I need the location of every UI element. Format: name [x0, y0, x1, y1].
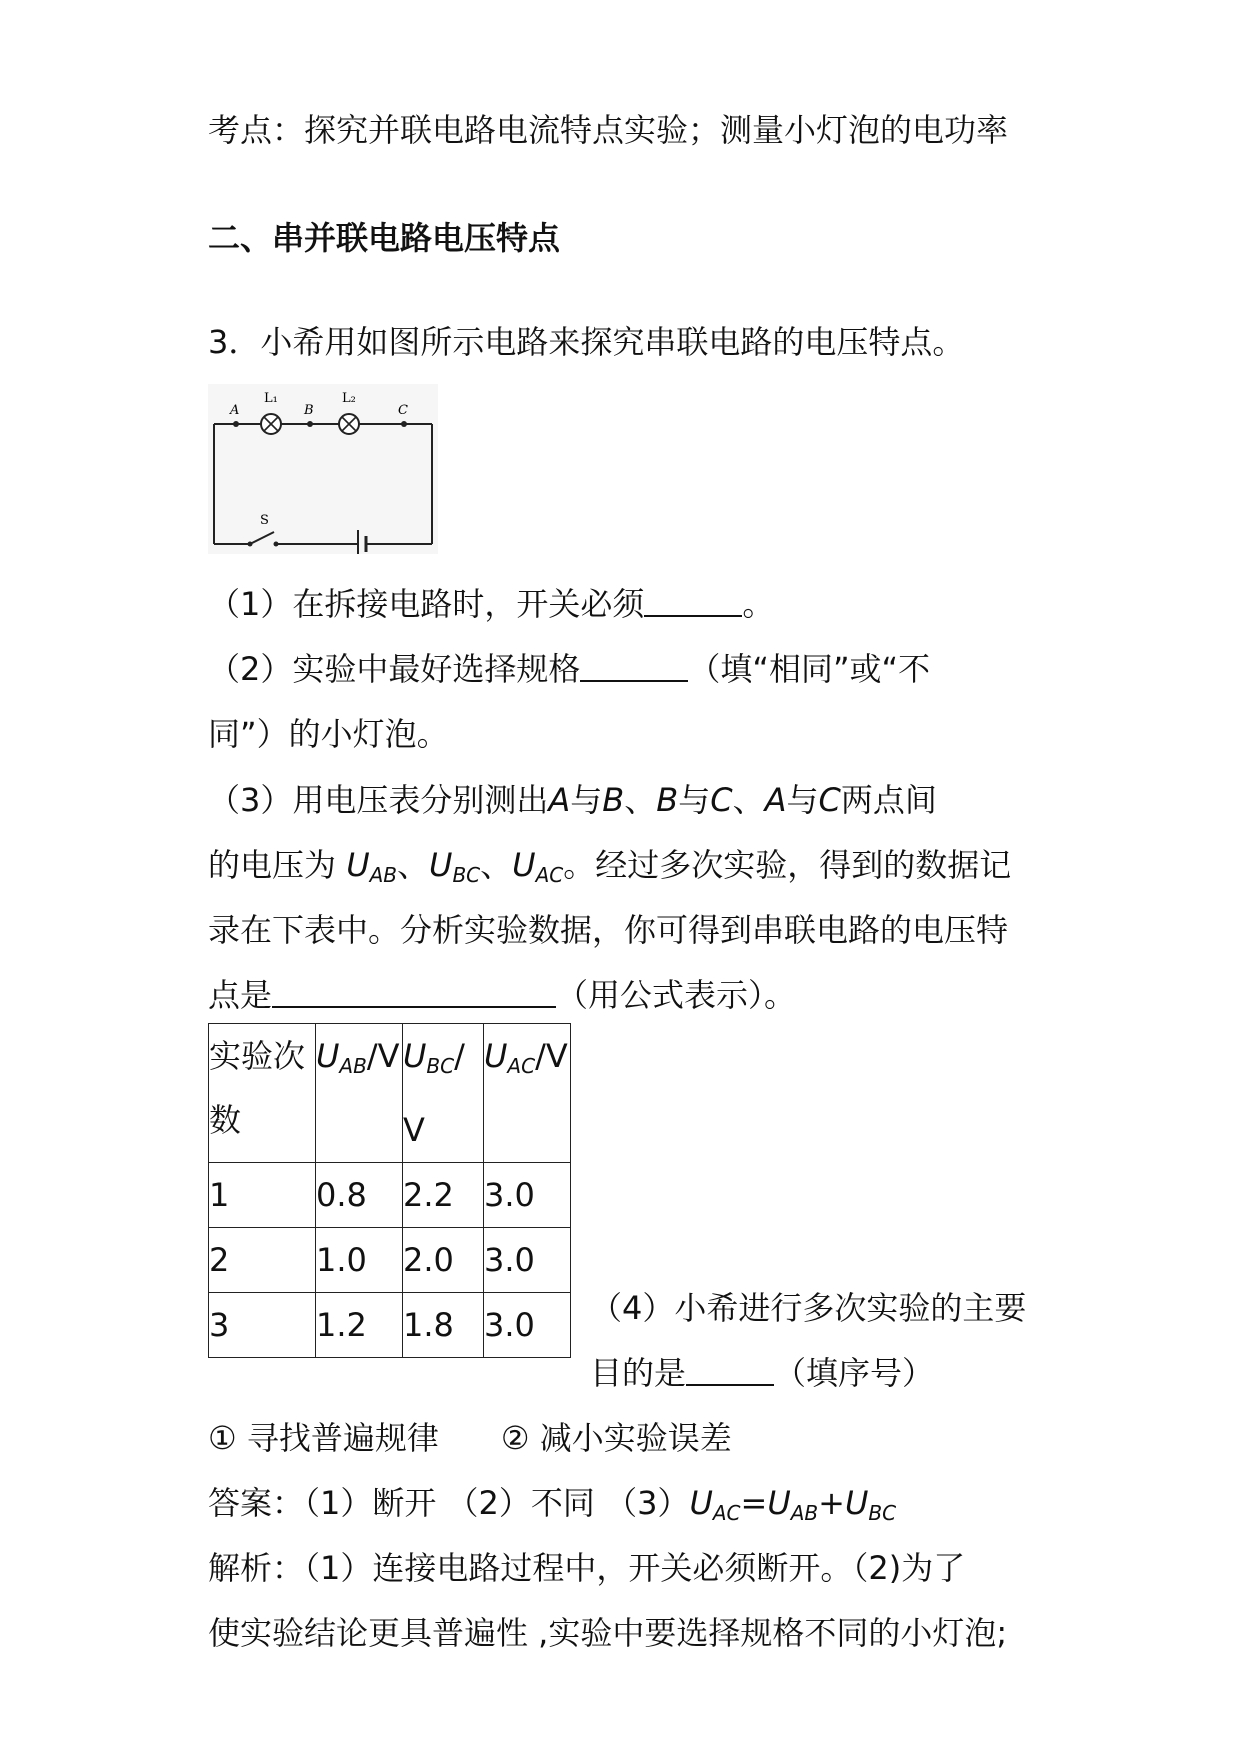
q2-line2: 同”）的小灯泡。 [208, 715, 449, 753]
header-uab-unit: /V [366, 1037, 400, 1075]
q2-blank[interactable] [580, 650, 688, 682]
table-row [209, 1163, 571, 1228]
q3-yu-1: 与 [570, 781, 603, 819]
u-bc-sub: BC [452, 863, 481, 887]
q3-l2-dun-1: 、 [397, 846, 430, 884]
ans-eq: = [740, 1484, 768, 1522]
header-uac [484, 1024, 571, 1163]
q3-var-b: B [602, 781, 625, 819]
options-line [208, 1418, 732, 1458]
q3-var-b2: B [656, 781, 679, 819]
ans-u-bc: U [844, 1484, 869, 1522]
ans-u-ab: U [767, 1484, 791, 1522]
lamp-l1-icon [261, 414, 281, 434]
header-uac-unit: /V [535, 1037, 568, 1075]
answer-line [208, 1483, 896, 1533]
table-header-row [209, 1024, 571, 1163]
q4-line1: （4）小希进行多次实验的主要 [590, 1289, 1027, 1327]
header-uab [316, 1024, 403, 1163]
header-ubc-sub: BC [426, 1054, 455, 1078]
header-uab-u: U [316, 1037, 340, 1075]
q3-l2-text-b: 。经过多次实验，得到的数据记 [563, 846, 1012, 884]
analysis-line2: 使实验结论更具普遍性 ,实验中要选择规格不同的小灯泡; [208, 1614, 1008, 1652]
q3-line1 [208, 780, 937, 820]
ans-u-ac-sub: AC [712, 1501, 741, 1525]
node-c-label: C [398, 403, 408, 418]
q2-text: （2）实验中最好选择规格 [208, 650, 581, 688]
header-ubc-u: U [403, 1037, 427, 1075]
header-uab-sub: AB [339, 1054, 367, 1078]
table-row [209, 1293, 571, 1358]
q1-line [208, 584, 774, 624]
table-cell: 1.0 [316, 1228, 403, 1293]
question-stem: 3．小希用如图所示电路来探究串联电路的电压特点。 [208, 323, 965, 361]
u-ab-sub: AB [369, 863, 398, 887]
q2-tail: （填“相同”或“不 [688, 650, 931, 688]
node-b-label: B [304, 403, 314, 418]
kaodian-line: 考点：探究并联电路电流特点实验；测量小灯泡的电功率 [208, 111, 1009, 149]
ans-u-ab-sub: AB [790, 1501, 819, 1525]
q1-blank[interactable] [644, 585, 742, 617]
q3-yu-2: 与 [678, 781, 711, 819]
table-cell: 1.2 [316, 1293, 403, 1358]
circuit-diagram [208, 384, 438, 554]
u-ac-symbol: U [512, 846, 536, 884]
header-uac-u: U [484, 1037, 508, 1075]
table-cell: 1 [209, 1163, 316, 1228]
u-ab-symbol: U [346, 846, 370, 884]
table-cell: 3.0 [484, 1293, 571, 1358]
q3-var-c2: C [818, 781, 841, 819]
q3-text-a: （3）用电压表分别测出 [208, 781, 549, 819]
q3-dun-1: 、 [624, 781, 657, 819]
switch-label: S [260, 513, 269, 528]
table-cell: 2.0 [403, 1228, 484, 1293]
q4-blank[interactable] [686, 1354, 774, 1386]
option-2: ② 减小实验误差 [500, 1419, 732, 1457]
data-table [208, 1023, 571, 1358]
ans-plus: + [818, 1484, 845, 1522]
header-uac-sub: AC [507, 1054, 536, 1078]
ans-u-bc-sub: BC [868, 1501, 897, 1525]
q3-text-b: 两点间 [840, 781, 937, 819]
q3-l4-text-a: 点是 [208, 976, 273, 1014]
answer-text: 答案：（1）断开 （2）不同 （3） [208, 1484, 690, 1522]
u-bc-symbol: U [429, 846, 453, 884]
q3-line3: 录在下表中。分析实验数据，你可得到串联电路的电压特 [208, 911, 1009, 949]
q2-line [208, 649, 930, 689]
q1-text: （1）在拆接电路时，开关必须 [208, 585, 645, 623]
table-cell: 3 [209, 1293, 316, 1358]
section-title: 二、串并联电路电压特点 [208, 219, 561, 257]
node-a-label: A [230, 403, 240, 418]
q3-l2-dun-2: 、 [480, 846, 513, 884]
ans-u-ac: U [689, 1484, 713, 1522]
q3-dun-2: 、 [732, 781, 765, 819]
table-cell: 2 [209, 1228, 316, 1293]
q3-var-a2: A [764, 781, 787, 819]
q4-line2 [590, 1353, 934, 1393]
q3-line2 [208, 845, 1011, 895]
table-row [209, 1228, 571, 1293]
table-cell: 0.8 [316, 1163, 403, 1228]
q3-var-a: A [548, 781, 571, 819]
table-cell: 3.0 [484, 1228, 571, 1293]
table-cell: 3.0 [484, 1163, 571, 1228]
lamp-l2-icon [339, 414, 359, 434]
q4-text-b: （填序号） [774, 1354, 935, 1392]
header-ubc [403, 1024, 484, 1163]
lamp-l1-label: L₁ [264, 391, 278, 406]
analysis-line1: 解析：（1）连接电路过程中，开关必须断开。（2)为了 [208, 1549, 966, 1587]
u-ac-sub: AC [535, 863, 564, 887]
option-1: ① 寻找普遍规律 [208, 1419, 439, 1457]
q3-line4 [208, 975, 796, 1015]
q1-end: 。 [742, 585, 775, 623]
q3-blank[interactable] [272, 976, 556, 1008]
header-ubc-unit: /V [403, 1037, 465, 1149]
table-cell: 1.8 [403, 1293, 484, 1358]
q3-yu-3: 与 [786, 781, 819, 819]
table-cell: 2.2 [403, 1163, 484, 1228]
q3-var-c: C [710, 781, 733, 819]
q3-l4-text-b: （用公式表示）。 [556, 976, 797, 1014]
q4-text-a: 目的是 [590, 1354, 687, 1392]
lamp-l2-label: L₂ [342, 391, 356, 406]
header-trial: 实验次数 [209, 1024, 316, 1163]
q3-l2-text-a: 的电压为 [208, 846, 337, 884]
